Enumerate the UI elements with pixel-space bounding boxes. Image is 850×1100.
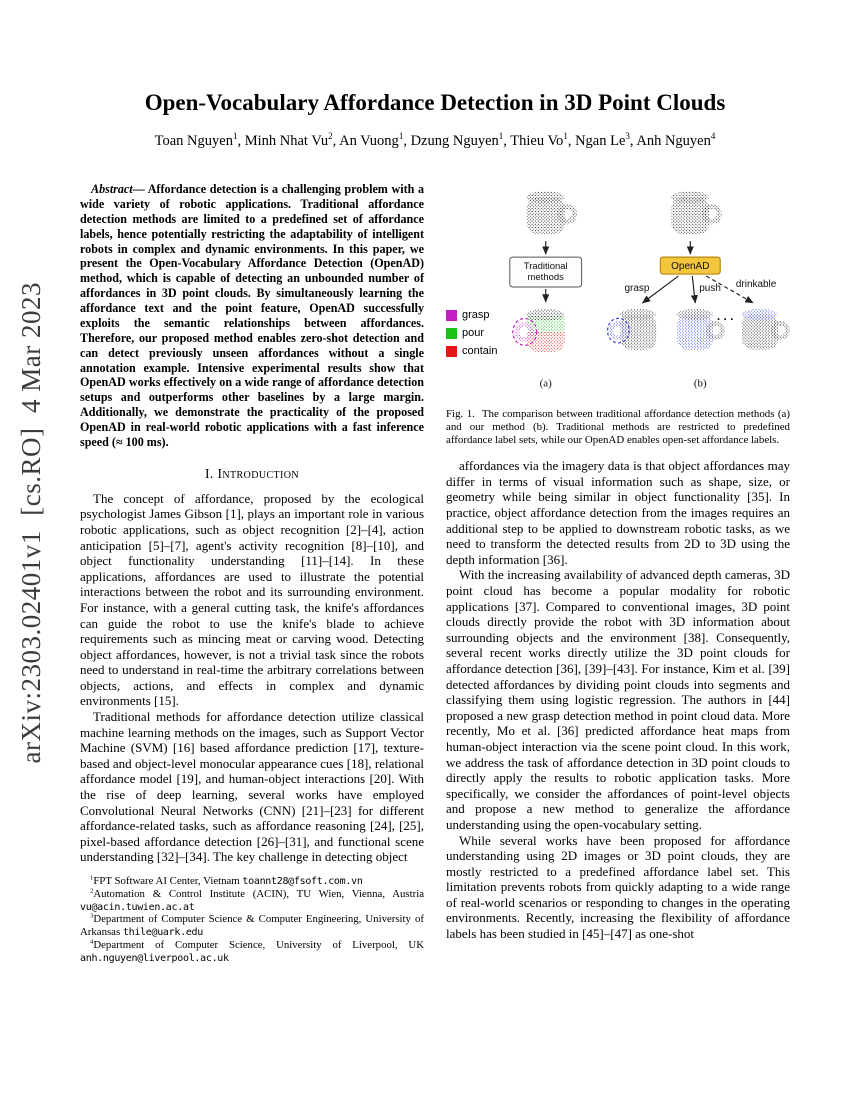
footnote [80,939,424,965]
footnote-text: FPT Software AI Center, Vietnam [93,875,243,887]
footnote-email: vu@acin.tuwien.ac.at [80,901,195,913]
author-name: An Vuong [339,133,399,149]
openad-box-label: OpenAD [671,261,710,273]
author-footnotes [80,875,424,964]
footnote-number: 4 [90,938,94,946]
author-separator: , [629,133,637,149]
paper-title: Open-Vocabulary Affordance Detection in 3D Point Clouds [144,90,726,115]
figure-caption [446,408,790,446]
footnote [80,888,424,914]
figure-1 [446,184,790,399]
author-separator: , [403,133,411,149]
source-mug-right [671,191,719,234]
footnote-email: anh.nguyen@liverpool.ac.uk [80,952,229,964]
footnote-number: 3 [90,912,94,920]
legend-color-swatch [446,310,457,321]
legend-label: grasp [462,309,490,321]
paragraph: Traditional methods for affordance detection utilize classical machine learning methods on the images, such as Support Vector Machine (SVM) [16] based affordance prediction [17], texture-based and object-level monocular appearance cues [18], relational affordance model [19], and human-object interactions [20]. With the rise of deep learning, several works have employed Convolutional Neural Networks (CNN) [21]–[23] for different affordance-related tasks, such as affordance reasoning [24], [25], pixel-based affordance detection [26]–[31], and functional scene understanding [32]–[34]. The key challenge in detecting object [80,709,424,865]
author [411,133,511,149]
figure-sublabel-a: (a) [539,377,552,390]
paragraph: affordances via the imagery data is that object affordances may differ in terms of visual information such as shape, size, or geometry while being similar in object functionality [35]. In practice, object affordance detection from the images requires an additional step to be applied to downstream robotic tasks, as we need to transform the detected results from 2D to 3D using the depth information [36]. [446,458,790,567]
author-affiliation-number: 2 [328,131,333,142]
section-heading-introduction: I. Introduction [204,465,300,481]
author [575,133,636,149]
right-column-paragraphs [446,458,790,941]
source-mug-left [527,191,575,234]
figure-sublabel-b: (b) [693,377,707,390]
footnote [80,875,424,888]
paragraph: The concept of affordance, proposed by the ecological psychologist James Gibson [1], plays an important role in various robotic applications, such as object recognition [2]–[4], action anticipation [5]–[7], agent's activity recognition [8]–[10], and object functionality understanding [11]–[14]. In these applications, affordances are used to illustrate the potential interactions between the robot and its surrounding environment. For instance, with a general cutting task, the knife's affordances can guide the robot to use the knife's blade to achieve requirements such as mincing meat or carving wood. Detecting object affordances, however, is not a trivial task since the robots need to understand in real-time the arbitrary correlations between objects, actions, and effects in complex and dynamic environments [15]. [80,490,424,709]
author [245,133,339,149]
author-separator: , [503,133,511,149]
legend-item [446,327,497,339]
legend-color-swatch [446,328,457,339]
abstract-text: Affordance detection is a challenging problem with a wide variety of robotic applications. Traditional affordance detection methods are limited to a predefined set of affordance labels, hence potentially restricting the adaptability of intelligent robots in complex and dynamic environments. In this paper, we present the Open-Vocabulary Affordance Detection (OpenAD) method, which is capable of detecting an unbounded number of affordances in 3D point clouds. By simultaneously learning the affordance text and the point feature, OpenAD successfully exploits the semantic relationships between affordances. Therefore, our proposed method enables zero-shot detection and can detect previously unseen affordances without a single annotation example. Intensive experimental results show that OpenAD works effectively on a wide range of affordance detection setups and outperforms other baselines by a large margin. Additionally, we demonstrate the practicality of the proposed OpenAD in real-world robotic applications with a fast inference speed (≈ 100 ms). [80,182,424,449]
author-affiliation-number: 1 [563,131,568,142]
openad-mug-grasp [607,309,656,350]
author-separator: , [332,133,340,149]
footnote-number: 2 [90,887,94,895]
footnote-text: Department of Computer Science & Computer Engineering, University of Arkansas [80,913,424,939]
abstract [80,182,424,450]
label-push: push [699,283,721,295]
footnote-text: Department of Computer Science, University of Liverpool, UK [93,938,424,951]
author [339,133,410,149]
author-affiliation-number: 3 [625,131,630,142]
arrow-push [692,276,695,303]
author-affiliation-number: 1 [398,131,404,142]
arxiv-watermark: arXiv:2303.02401v1 [cs.RO] 4 Mar 2023 [16,282,46,764]
author-separator: , [567,133,576,149]
ellipsis-more-affordances: . . . [716,308,734,323]
openad-mug-drinkable [742,309,787,350]
legend-item [446,309,497,321]
footnote [80,913,424,939]
author-name: Minh Nhat Vu [244,133,329,149]
traditional-result-mug [513,309,565,352]
traditional-box-label-line2: methods [527,272,564,284]
paragraph: With the increasing availability of advanced depth cameras, 3D point cloud has become a popular modality for robotic applications [37]. Compared to conventional images, 3D point clouds directly provide the robot with 3D information about surrounding objects and the environment [38]. Consequently, several recent works directly utilize the 3D point clouds for affordance detection [36], [39]–[43]. For instance, Kim et al. [39] detected affordances by dividing point clouds into segments and classifying them using logistic regression. The authors in [44] proposed a new grasp detection method in point cloud data. More recently, Mo et al. [36] predicted affordance heat maps from human-object interaction via the scene point cloud. In this work, we address the task of affordance detection in 3D point clouds to directly apply the results to robotic application tasks. More specifically, we consider the affordances of point-level objects and propose a new method to generalize the affordance understanding using the open-vocabulary setting. [446,567,790,832]
abstract-label: Abstract— [91,182,145,196]
figure-1-graphic [446,184,790,399]
paper-page [80,90,790,964]
legend-color-swatch [446,346,457,357]
author-name: Anh Nguyen [636,133,711,149]
author-name: Toan Nguyen [154,133,233,149]
introduction-paragraphs [80,491,424,865]
figure-caption-text: The comparison between traditional affordance detection methods (a) and our method (b). Traditional methods are restricted to predefined affordance label sets, while our OpenAD enables open-set affordance labels. [446,408,790,446]
author-name: Thieu Vo [510,133,564,149]
author [636,133,715,149]
openad-mug-push [677,309,722,350]
footnote-email: toannt28@fsoft.com.vn [242,876,363,887]
footnote-email: thile@uark.edu [122,927,203,939]
author-separator: , [237,133,245,149]
left-column [80,182,424,964]
author-affiliation-number: 1 [498,131,504,142]
author [155,133,245,149]
right-column [446,182,790,964]
paragraph: While several works have been proposed for affordance understanding using 2D images or 3D point clouds, they are mostly restricted to a predefined affordance label set. This limitation prevents robots from quickly adapting to a wide range of real-world scenarios or responding to changes in the operating environments. Recently, increasing the flexibility of affordance labels has been studied in [45]–[47] as one-shot [446,832,790,942]
label-drinkable: drinkable [735,279,777,291]
legend-label: pour [462,327,485,339]
author-name: Dzung Nguyen [410,133,499,149]
two-column-body [80,182,790,964]
footnote-number: 1 [90,874,94,882]
author-list [80,133,790,150]
legend-label: contain [462,345,498,357]
legend-item [446,345,497,357]
traditional-box-label-line1: Traditional [523,261,568,273]
footnote-text: Automation & Control Institute (ACIN), TU Wien, Vienna, Austria [93,887,424,900]
author-name: Ngan Le [575,133,626,149]
author-affiliation-number: 1 [232,131,238,142]
figure-legend [446,309,497,363]
author-affiliation-number: 4 [710,131,716,142]
figure-caption-label: Fig. 1. [446,408,475,420]
label-grasp: grasp [624,283,650,295]
author [510,133,575,149]
